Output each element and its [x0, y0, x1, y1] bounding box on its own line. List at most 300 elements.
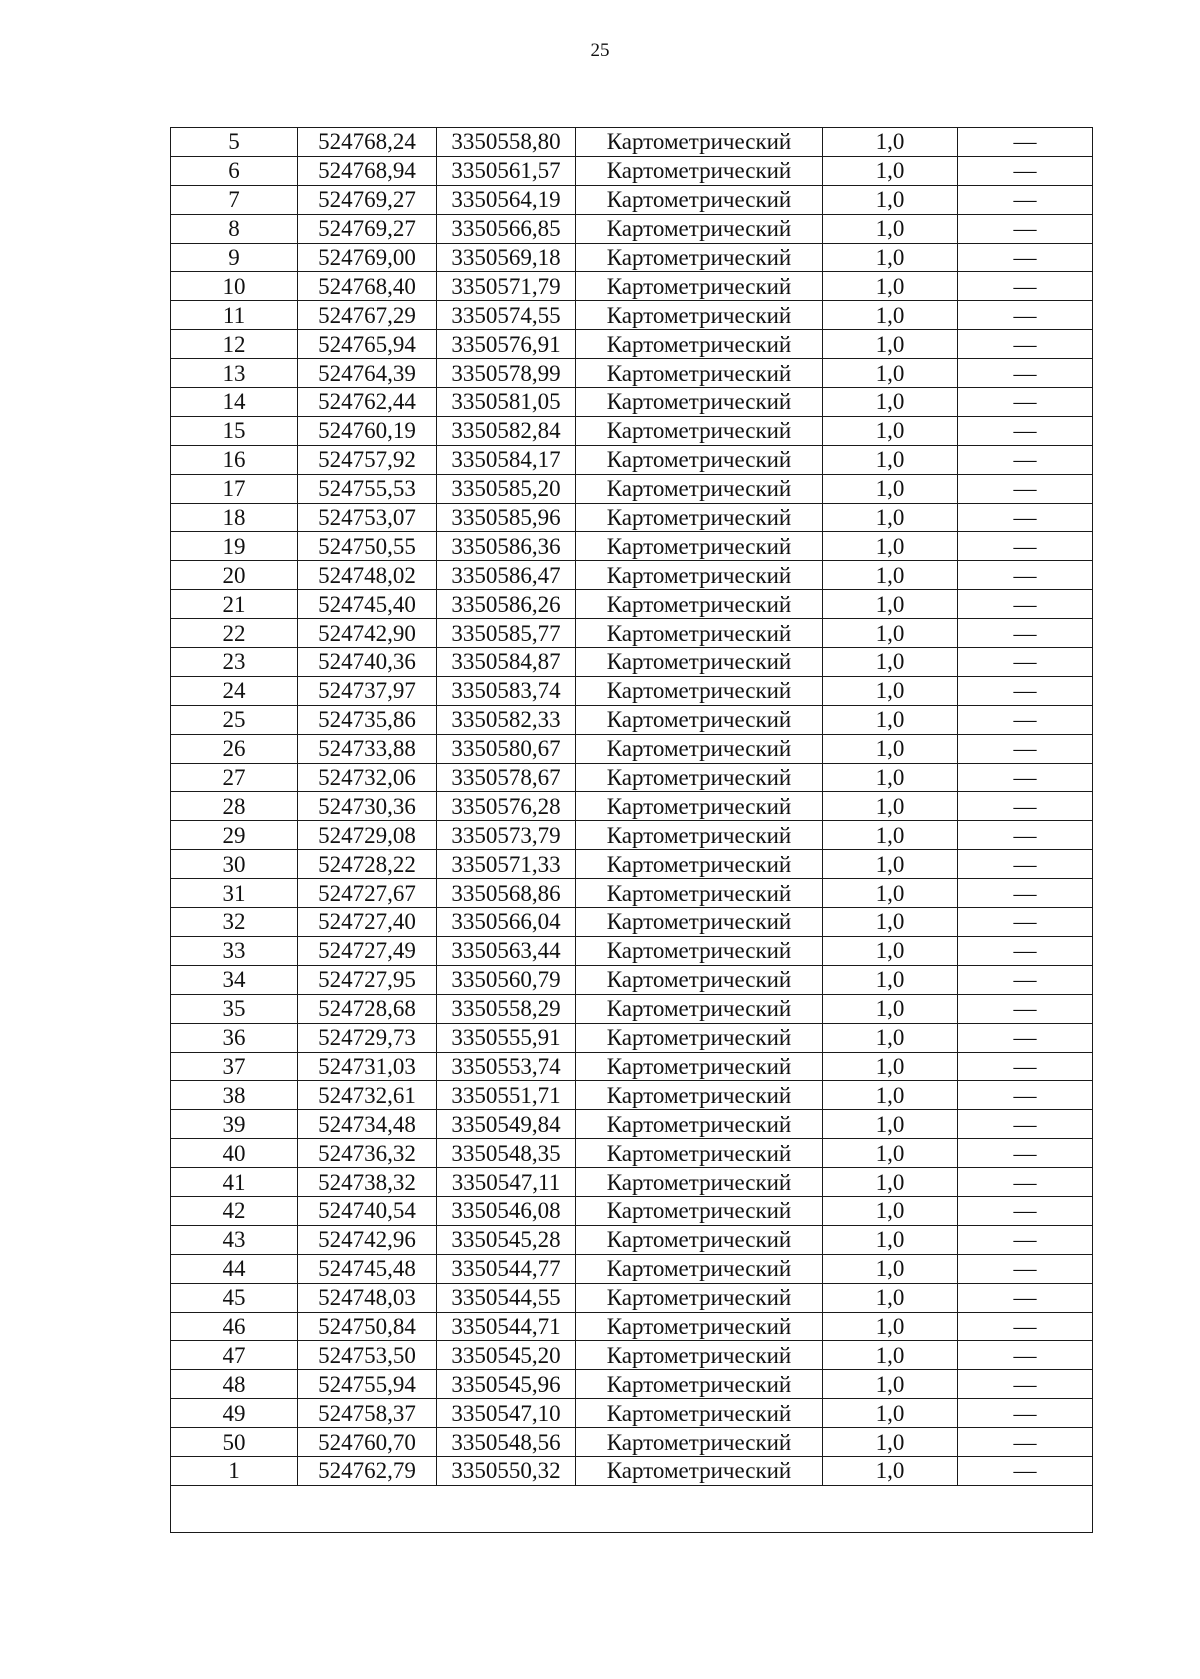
y-coordinate-cell: 3350547,10	[437, 1399, 576, 1428]
note-dash: —	[1013, 331, 1037, 357]
accuracy-cell: 1,0	[823, 1168, 958, 1197]
accuracy-cell: 1,0	[823, 128, 958, 157]
y-coordinate-cell: 3350563,44	[437, 936, 576, 965]
y-coordinate-cell: 3350576,28	[437, 792, 576, 821]
note-dash: —	[1013, 1025, 1037, 1051]
y-coordinate-cell: 3350548,56	[437, 1428, 576, 1457]
method-cell: Картометрический	[576, 936, 823, 965]
point-number-cell: 41	[171, 1168, 298, 1197]
point-number-cell: 45	[171, 1283, 298, 1312]
method-cell: Картометрический	[576, 301, 823, 330]
x-coordinate-cell: 524750,84	[298, 1312, 437, 1341]
table-row	[171, 648, 1093, 677]
accuracy-cell: 1,0	[823, 908, 958, 937]
note-cell	[958, 1196, 1093, 1225]
method-cell: Картометрический	[576, 474, 823, 503]
x-coordinate-cell: 524733,88	[298, 734, 437, 763]
x-coordinate-cell: 524731,03	[298, 1052, 437, 1081]
page-number: 25	[590, 40, 610, 61]
table-row	[171, 1110, 1093, 1139]
y-coordinate-cell: 3350548,35	[437, 1139, 576, 1168]
table-row	[171, 705, 1093, 734]
point-number-cell: 13	[171, 359, 298, 388]
x-coordinate-cell: 524762,79	[298, 1456, 437, 1485]
note-cell	[958, 763, 1093, 792]
note-cell	[958, 965, 1093, 994]
note-dash: —	[1013, 1429, 1037, 1455]
accuracy-cell: 1,0	[823, 1139, 958, 1168]
note-dash: —	[1013, 707, 1037, 733]
method-cell: Картометрический	[576, 214, 823, 243]
y-coordinate-cell: 3350558,29	[437, 994, 576, 1023]
x-coordinate-cell: 524728,68	[298, 994, 437, 1023]
x-coordinate-cell: 524768,40	[298, 272, 437, 301]
note-cell	[958, 1110, 1093, 1139]
note-dash: —	[1013, 129, 1037, 155]
x-coordinate-cell: 524737,97	[298, 676, 437, 705]
table-row	[171, 1370, 1093, 1399]
table-row	[171, 1225, 1093, 1254]
y-coordinate-cell: 3350547,11	[437, 1168, 576, 1197]
note-cell	[958, 359, 1093, 388]
note-cell	[958, 734, 1093, 763]
table-row	[171, 1428, 1093, 1457]
table-row	[171, 561, 1093, 590]
table-row	[171, 272, 1093, 301]
note-cell	[958, 474, 1093, 503]
y-coordinate-cell: 3350583,74	[437, 676, 576, 705]
note-dash: —	[1013, 1053, 1037, 1079]
note-cell	[958, 1456, 1093, 1485]
x-coordinate-cell: 524734,48	[298, 1110, 437, 1139]
y-coordinate-cell: 3350553,74	[437, 1052, 576, 1081]
method-cell: Картометрический	[576, 648, 823, 677]
table-row	[171, 1456, 1093, 1485]
table-row	[171, 994, 1093, 1023]
point-number-cell: 6	[171, 156, 298, 185]
accuracy-cell: 1,0	[823, 1052, 958, 1081]
note-cell	[958, 1428, 1093, 1457]
table-row	[171, 445, 1093, 474]
note-cell	[958, 676, 1093, 705]
point-number-cell: 9	[171, 243, 298, 272]
note-cell	[958, 619, 1093, 648]
point-number-cell: 37	[171, 1052, 298, 1081]
note-dash: —	[1013, 1400, 1037, 1426]
note-cell	[958, 821, 1093, 850]
method-cell: Картометрический	[576, 1139, 823, 1168]
point-number-cell: 48	[171, 1370, 298, 1399]
y-coordinate-cell: 3350555,91	[437, 1023, 576, 1052]
x-coordinate-cell: 524768,94	[298, 156, 437, 185]
accuracy-cell: 1,0	[823, 1283, 958, 1312]
method-cell: Картометрический	[576, 1196, 823, 1225]
y-coordinate-cell: 3350581,05	[437, 388, 576, 417]
method-cell: Картометрический	[576, 503, 823, 532]
method-cell: Картометрический	[576, 272, 823, 301]
note-dash: —	[1013, 302, 1037, 328]
note-cell	[958, 128, 1093, 157]
table-row	[171, 359, 1093, 388]
y-coordinate-cell: 3350569,18	[437, 243, 576, 272]
accuracy-cell: 1,0	[823, 821, 958, 850]
x-coordinate-cell: 524728,22	[298, 850, 437, 879]
y-coordinate-cell: 3350550,32	[437, 1456, 576, 1485]
note-cell	[958, 301, 1093, 330]
method-cell: Картометрический	[576, 1370, 823, 1399]
y-coordinate-cell: 3350561,57	[437, 156, 576, 185]
table-row	[171, 908, 1093, 937]
y-coordinate-cell: 3350544,77	[437, 1254, 576, 1283]
note-cell	[958, 214, 1093, 243]
note-dash: —	[1013, 476, 1037, 502]
note-dash: —	[1013, 620, 1037, 646]
note-dash: —	[1013, 1198, 1037, 1224]
accuracy-cell: 1,0	[823, 1225, 958, 1254]
coordinates-table	[170, 127, 1093, 1533]
method-cell: Картометрический	[576, 908, 823, 937]
point-number-cell: 32	[171, 908, 298, 937]
point-number-cell: 49	[171, 1399, 298, 1428]
method-cell: Картометрический	[576, 1456, 823, 1485]
x-coordinate-cell: 524750,55	[298, 532, 437, 561]
table-row	[171, 214, 1093, 243]
table-row	[171, 619, 1093, 648]
note-dash: —	[1013, 273, 1037, 299]
method-cell: Картометрический	[576, 388, 823, 417]
point-number-cell: 40	[171, 1139, 298, 1168]
note-cell	[958, 1283, 1093, 1312]
note-dash: —	[1013, 505, 1037, 531]
note-dash: —	[1013, 1342, 1037, 1368]
x-coordinate-cell: 524732,61	[298, 1081, 437, 1110]
method-cell: Картометрический	[576, 676, 823, 705]
table-row	[171, 590, 1093, 619]
x-coordinate-cell: 524742,96	[298, 1225, 437, 1254]
point-number-cell: 12	[171, 330, 298, 359]
y-coordinate-cell: 3350585,96	[437, 503, 576, 532]
x-coordinate-cell: 524742,90	[298, 619, 437, 648]
note-dash: —	[1013, 909, 1037, 935]
table-row	[171, 936, 1093, 965]
method-cell: Картометрический	[576, 619, 823, 648]
y-coordinate-cell: 3350545,96	[437, 1370, 576, 1399]
table-row	[171, 503, 1093, 532]
table-row	[171, 185, 1093, 214]
x-coordinate-cell: 524760,19	[298, 416, 437, 445]
note-dash: —	[1013, 851, 1037, 877]
note-dash: —	[1013, 1082, 1037, 1108]
method-cell: Картометрический	[576, 359, 823, 388]
x-coordinate-cell: 524753,50	[298, 1341, 437, 1370]
table-row	[171, 676, 1093, 705]
note-cell	[958, 994, 1093, 1023]
y-coordinate-cell: 3350586,26	[437, 590, 576, 619]
accuracy-cell: 1,0	[823, 301, 958, 330]
y-coordinate-cell: 3350578,67	[437, 763, 576, 792]
point-number-cell: 11	[171, 301, 298, 330]
table-row	[171, 763, 1093, 792]
point-number-cell: 16	[171, 445, 298, 474]
y-coordinate-cell: 3350586,36	[437, 532, 576, 561]
table-row	[171, 330, 1093, 359]
method-cell: Картометрический	[576, 445, 823, 474]
method-cell: Картометрический	[576, 243, 823, 272]
accuracy-cell: 1,0	[823, 1196, 958, 1225]
note-cell	[958, 1341, 1093, 1370]
note-dash: —	[1013, 389, 1037, 415]
method-cell: Картометрический	[576, 1081, 823, 1110]
note-cell	[958, 792, 1093, 821]
table-row	[171, 301, 1093, 330]
note-dash: —	[1013, 822, 1037, 848]
accuracy-cell: 1,0	[823, 792, 958, 821]
point-number-cell: 44	[171, 1254, 298, 1283]
point-number-cell: 42	[171, 1196, 298, 1225]
x-coordinate-cell: 524768,24	[298, 128, 437, 157]
x-coordinate-cell: 524730,36	[298, 792, 437, 821]
y-coordinate-cell: 3350571,79	[437, 272, 576, 301]
method-cell: Картометрический	[576, 1225, 823, 1254]
point-number-cell: 5	[171, 128, 298, 157]
y-coordinate-cell: 3350545,20	[437, 1341, 576, 1370]
note-dash: —	[1013, 1285, 1037, 1311]
y-coordinate-cell: 3350566,04	[437, 908, 576, 937]
method-cell: Картометрический	[576, 1399, 823, 1428]
accuracy-cell: 1,0	[823, 214, 958, 243]
note-dash: —	[1013, 447, 1037, 473]
note-cell	[958, 908, 1093, 937]
note-cell	[958, 156, 1093, 185]
note-dash: —	[1013, 1227, 1037, 1253]
accuracy-cell: 1,0	[823, 619, 958, 648]
point-number-cell: 17	[171, 474, 298, 503]
point-number-cell: 29	[171, 821, 298, 850]
table-row	[171, 850, 1093, 879]
note-dash: —	[1013, 678, 1037, 704]
method-cell: Картометрический	[576, 1023, 823, 1052]
point-number-cell: 20	[171, 561, 298, 590]
accuracy-cell: 1,0	[823, 243, 958, 272]
accuracy-cell: 1,0	[823, 1341, 958, 1370]
x-coordinate-cell: 524755,94	[298, 1370, 437, 1399]
point-number-cell: 47	[171, 1341, 298, 1370]
note-dash: —	[1013, 1458, 1037, 1484]
accuracy-cell: 1,0	[823, 445, 958, 474]
method-cell: Картометрический	[576, 705, 823, 734]
method-cell: Картометрический	[576, 1283, 823, 1312]
method-cell: Картометрический	[576, 330, 823, 359]
note-dash: —	[1013, 562, 1037, 588]
note-dash: —	[1013, 187, 1037, 213]
accuracy-cell: 1,0	[823, 359, 958, 388]
note-dash: —	[1013, 158, 1037, 184]
coordinates-table-body	[171, 128, 1093, 1533]
method-cell: Картометрический	[576, 156, 823, 185]
accuracy-cell: 1,0	[823, 330, 958, 359]
note-dash: —	[1013, 1169, 1037, 1195]
y-coordinate-cell: 3350544,55	[437, 1283, 576, 1312]
y-coordinate-cell: 3350566,85	[437, 214, 576, 243]
note-dash: —	[1013, 938, 1037, 964]
x-coordinate-cell: 524748,03	[298, 1283, 437, 1312]
x-coordinate-cell: 524758,37	[298, 1399, 437, 1428]
method-cell: Картометрический	[576, 734, 823, 763]
point-number-cell: 43	[171, 1225, 298, 1254]
method-cell: Картометрический	[576, 532, 823, 561]
note-cell	[958, 705, 1093, 734]
accuracy-cell: 1,0	[823, 850, 958, 879]
method-cell: Картометрический	[576, 850, 823, 879]
note-dash: —	[1013, 765, 1037, 791]
y-coordinate-cell: 3350585,20	[437, 474, 576, 503]
x-coordinate-cell: 524736,32	[298, 1139, 437, 1168]
x-coordinate-cell: 524769,27	[298, 185, 437, 214]
method-cell: Картометрический	[576, 1341, 823, 1370]
x-coordinate-cell: 524767,29	[298, 301, 437, 330]
y-coordinate-cell: 3350571,33	[437, 850, 576, 879]
note-dash: —	[1013, 793, 1037, 819]
note-cell	[958, 590, 1093, 619]
note-cell	[958, 879, 1093, 908]
note-dash: —	[1013, 1140, 1037, 1166]
x-coordinate-cell: 524745,48	[298, 1254, 437, 1283]
point-number-cell: 8	[171, 214, 298, 243]
method-cell: Картометрический	[576, 965, 823, 994]
table-row	[171, 532, 1093, 561]
y-coordinate-cell: 3350560,79	[437, 965, 576, 994]
table-row	[171, 474, 1093, 503]
table-row	[171, 156, 1093, 185]
note-cell	[958, 1168, 1093, 1197]
y-coordinate-cell: 3350573,79	[437, 821, 576, 850]
note-cell	[958, 648, 1093, 677]
y-coordinate-cell: 3350586,47	[437, 561, 576, 590]
table-row	[171, 734, 1093, 763]
accuracy-cell: 1,0	[823, 272, 958, 301]
x-coordinate-cell: 524729,73	[298, 1023, 437, 1052]
point-number-cell: 18	[171, 503, 298, 532]
accuracy-cell: 1,0	[823, 648, 958, 677]
method-cell: Картометрический	[576, 994, 823, 1023]
note-cell	[958, 1081, 1093, 1110]
x-coordinate-cell: 524748,02	[298, 561, 437, 590]
point-number-cell: 14	[171, 388, 298, 417]
note-dash: —	[1013, 533, 1037, 559]
x-coordinate-cell: 524764,39	[298, 359, 437, 388]
accuracy-cell: 1,0	[823, 1399, 958, 1428]
accuracy-cell: 1,0	[823, 590, 958, 619]
note-cell	[958, 388, 1093, 417]
table-row	[171, 1023, 1093, 1052]
y-coordinate-cell: 3350582,33	[437, 705, 576, 734]
table-row	[171, 821, 1093, 850]
note-cell	[958, 850, 1093, 879]
empty-table-row	[171, 1485, 1093, 1532]
point-number-cell: 34	[171, 965, 298, 994]
y-coordinate-cell: 3350576,91	[437, 330, 576, 359]
x-coordinate-cell: 524753,07	[298, 503, 437, 532]
note-dash: —	[1013, 1371, 1037, 1397]
note-dash: —	[1013, 1111, 1037, 1137]
note-dash: —	[1013, 591, 1037, 617]
x-coordinate-cell: 524740,36	[298, 648, 437, 677]
method-cell: Картометрический	[576, 1254, 823, 1283]
note-dash: —	[1013, 216, 1037, 242]
x-coordinate-cell: 524732,06	[298, 763, 437, 792]
note-dash: —	[1013, 967, 1037, 993]
accuracy-cell: 1,0	[823, 994, 958, 1023]
x-coordinate-cell: 524755,53	[298, 474, 437, 503]
point-number-cell: 10	[171, 272, 298, 301]
method-cell: Картометрический	[576, 763, 823, 792]
y-coordinate-cell: 3350584,87	[437, 648, 576, 677]
y-coordinate-cell: 3350578,99	[437, 359, 576, 388]
point-number-cell: 25	[171, 705, 298, 734]
note-cell	[958, 1399, 1093, 1428]
x-coordinate-cell: 524727,40	[298, 908, 437, 937]
y-coordinate-cell: 3350551,71	[437, 1081, 576, 1110]
table-row	[171, 1081, 1093, 1110]
accuracy-cell: 1,0	[823, 705, 958, 734]
accuracy-cell: 1,0	[823, 676, 958, 705]
point-number-cell: 27	[171, 763, 298, 792]
table-row	[171, 1139, 1093, 1168]
y-coordinate-cell: 3350584,17	[437, 445, 576, 474]
accuracy-cell: 1,0	[823, 1312, 958, 1341]
y-coordinate-cell: 3350582,84	[437, 416, 576, 445]
note-cell	[958, 1254, 1093, 1283]
note-cell	[958, 503, 1093, 532]
x-coordinate-cell: 524769,00	[298, 243, 437, 272]
table-row	[171, 128, 1093, 157]
method-cell: Картометрический	[576, 879, 823, 908]
x-coordinate-cell: 524769,27	[298, 214, 437, 243]
note-cell	[958, 561, 1093, 590]
note-dash: —	[1013, 996, 1037, 1022]
note-cell	[958, 445, 1093, 474]
table-row	[171, 1196, 1093, 1225]
accuracy-cell: 1,0	[823, 1370, 958, 1399]
x-coordinate-cell: 524729,08	[298, 821, 437, 850]
x-coordinate-cell: 524727,67	[298, 879, 437, 908]
y-coordinate-cell: 3350546,08	[437, 1196, 576, 1225]
method-cell: Картометрический	[576, 792, 823, 821]
y-coordinate-cell: 3350558,80	[437, 128, 576, 157]
note-cell	[958, 1225, 1093, 1254]
y-coordinate-cell: 3350574,55	[437, 301, 576, 330]
note-dash: —	[1013, 418, 1037, 444]
method-cell: Картометрический	[576, 1312, 823, 1341]
y-coordinate-cell: 3350568,86	[437, 879, 576, 908]
point-number-cell: 19	[171, 532, 298, 561]
point-number-cell: 24	[171, 676, 298, 705]
note-cell	[958, 1370, 1093, 1399]
x-coordinate-cell: 524738,32	[298, 1168, 437, 1197]
point-number-cell: 35	[171, 994, 298, 1023]
method-cell: Картометрический	[576, 590, 823, 619]
point-number-cell: 21	[171, 590, 298, 619]
method-cell: Картометрический	[576, 561, 823, 590]
table-row	[171, 1168, 1093, 1197]
x-coordinate-cell: 524757,92	[298, 445, 437, 474]
point-number-cell: 31	[171, 879, 298, 908]
accuracy-cell: 1,0	[823, 1456, 958, 1485]
point-number-cell: 33	[171, 936, 298, 965]
method-cell: Картометрический	[576, 128, 823, 157]
accuracy-cell: 1,0	[823, 1254, 958, 1283]
accuracy-cell: 1,0	[823, 474, 958, 503]
